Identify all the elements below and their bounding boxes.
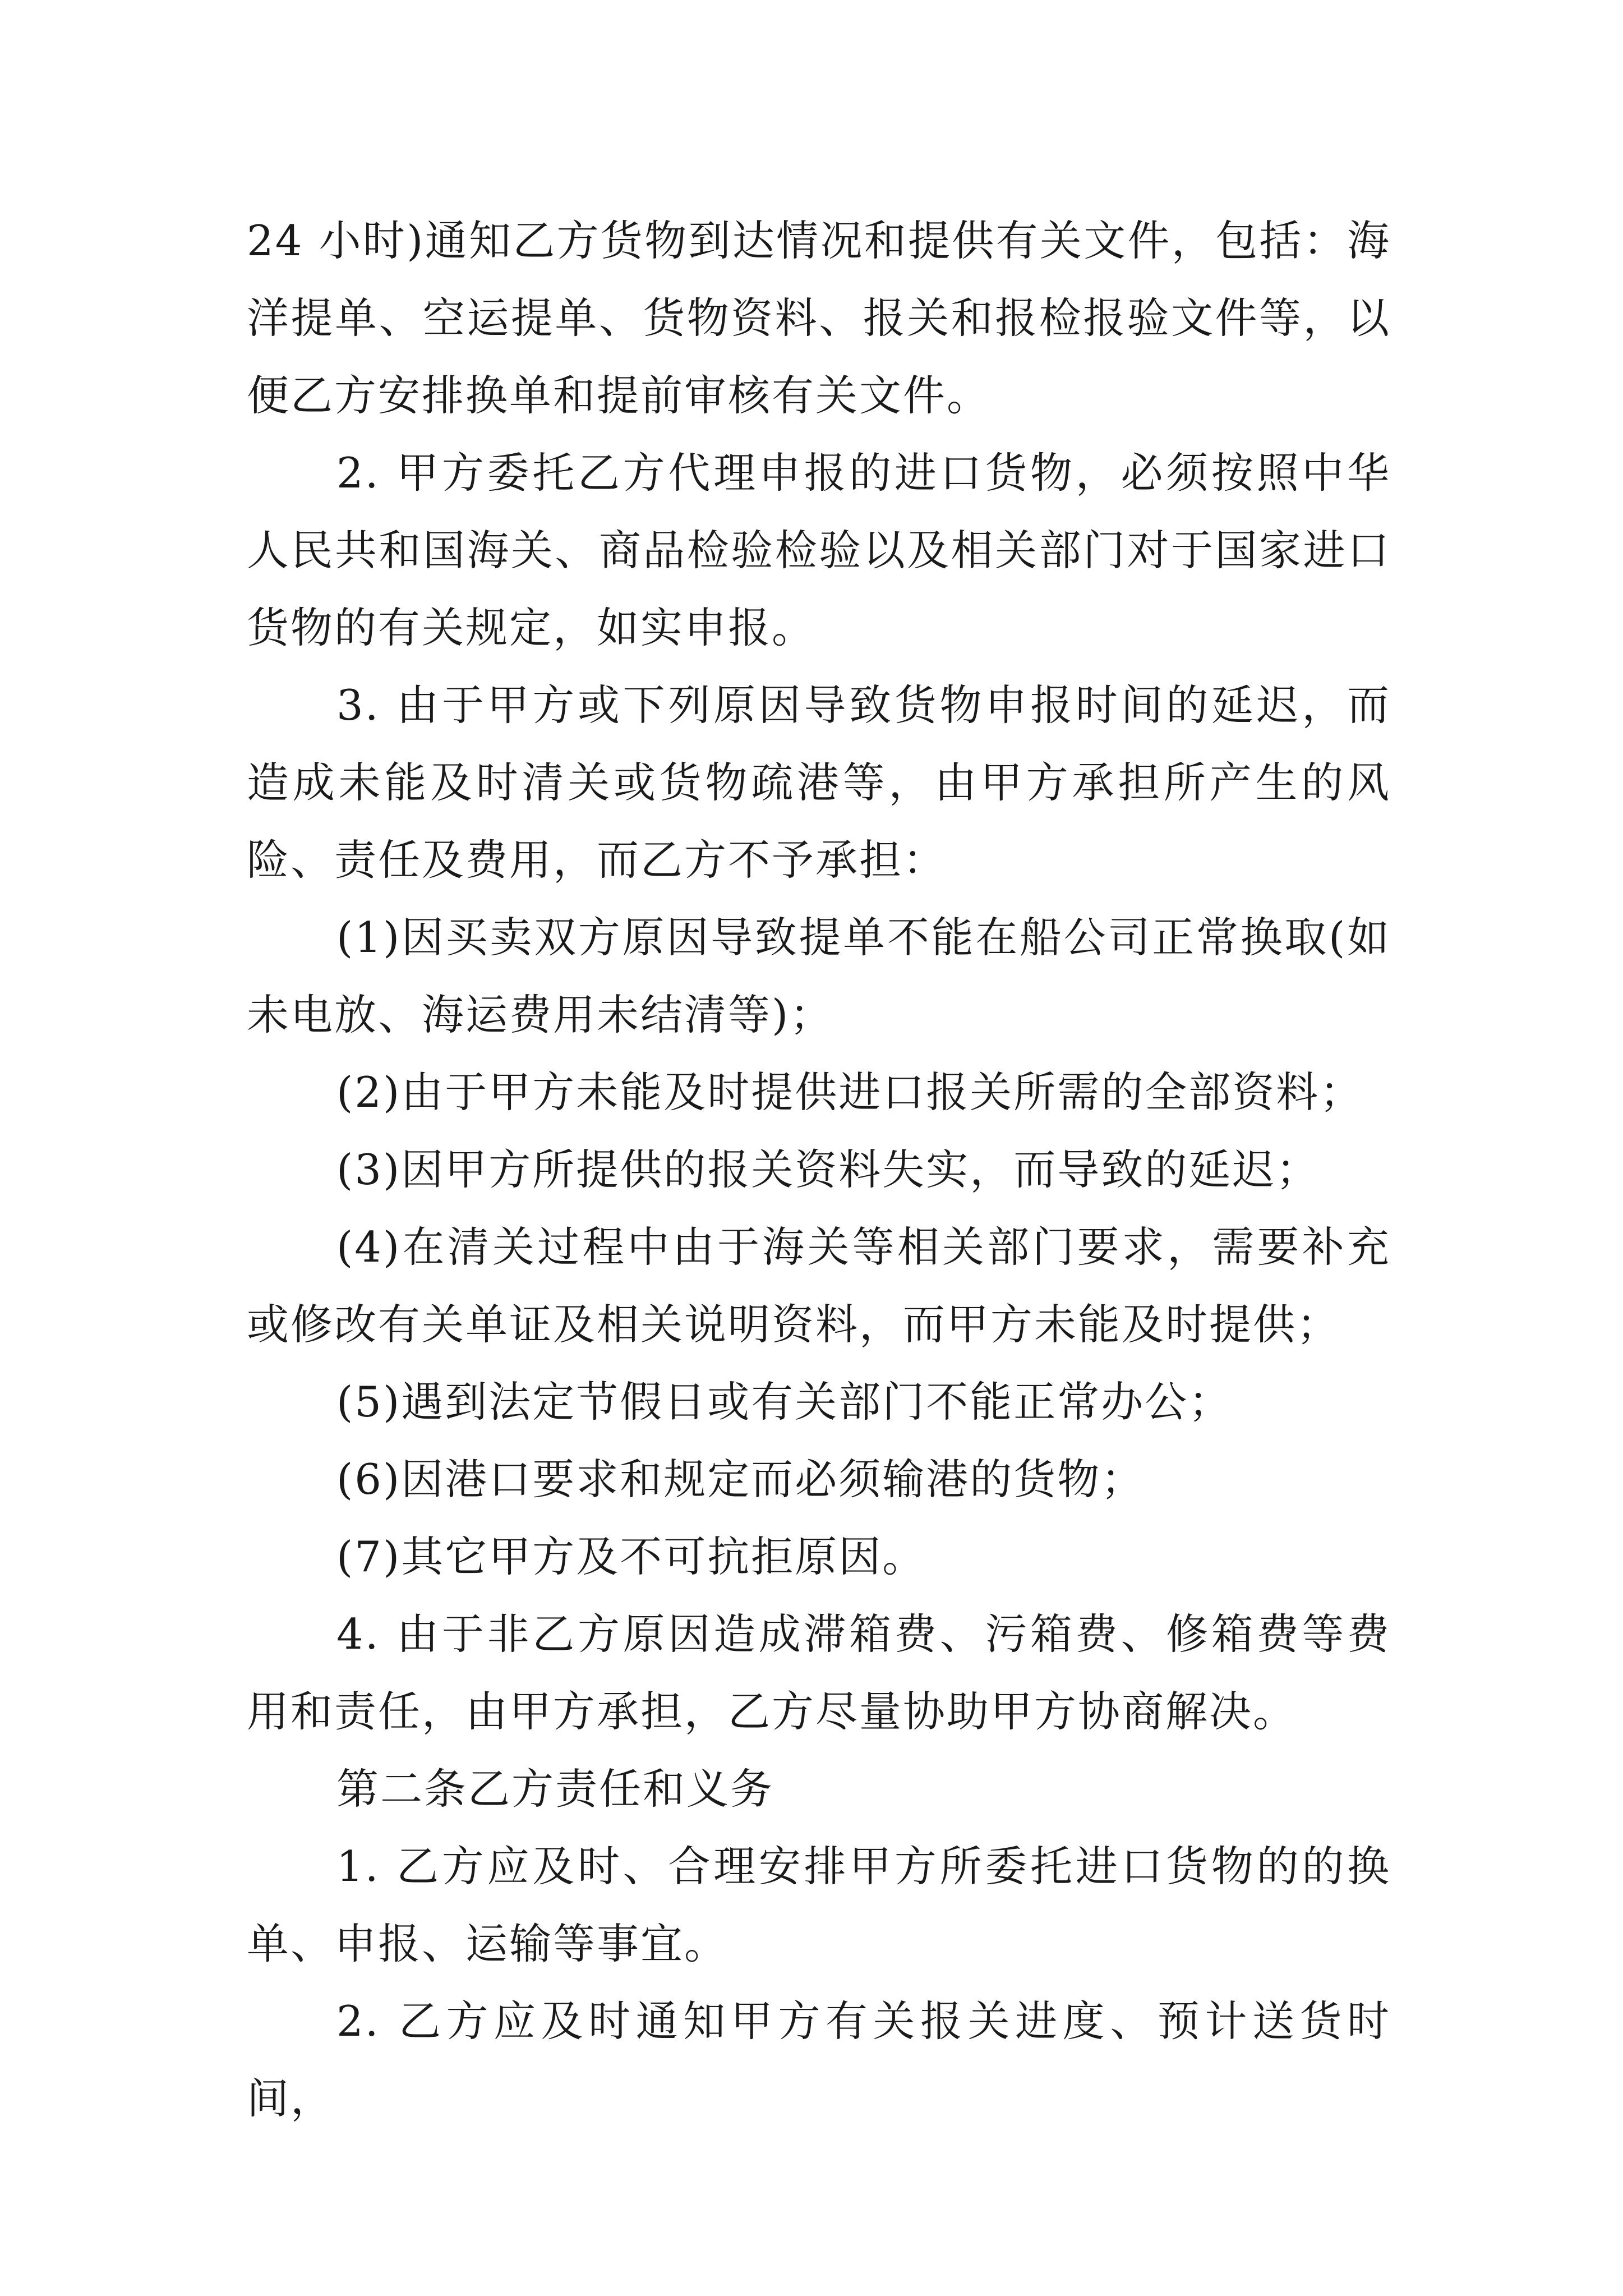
- section-heading: 第二条乙方责任和义务: [336, 1764, 774, 1814]
- paragraph-item-5: (5)遇到法定节假日或有关部门不能正常办公；: [336, 1377, 1233, 1427]
- paragraph-party-b-2: 2. 乙方应及时通知甲方有关报关进度、预计送货时间，: [247, 1996, 1391, 2123]
- paragraph-item-3: (3)因甲方所提供的报关资料失实，而导致的延迟；: [336, 1145, 1320, 1194]
- paragraph-continuation: 24 小时)通知乙方货物到达情况和提供有关文件，包括：海洋提单、空运提单、货物资料、报关和报检报验文件等，以便乙方安排换单和提前审核有关文件。: [247, 216, 1391, 420]
- paragraph-clause-2: 2. 甲方委托乙方代理申报的进口货物，必须按照中华人民共和国海关、商品检验检验以及相关部门对于国家进口货物的有关规定，如实申报。: [247, 448, 1391, 652]
- paragraph-item-2: (2)由于甲方未能及时提供进口报关所需的全部资料；: [336, 1068, 1364, 1117]
- document-body: [247, 202, 1391, 2137]
- paragraph-clause-3: 3. 由于甲方或下列原因导致货物申报时间的延迟，而造成未能及时清关或货物疏港等，由甲方承担所产生的风险、责任及费用，而乙方不予承担：: [247, 680, 1391, 885]
- paragraph-item-4: (4)在清关过程中由于海关等相关部门要求，需要补充或修改有关单证及相关说明资料，而甲方未能及时提供；: [247, 1222, 1391, 1349]
- paragraph-item-7: (7)其它甲方及不可抗拒原因。: [336, 1532, 926, 1581]
- paragraph-item-6: (6)因港口要求和规定而必须输港的货物；: [336, 1455, 1145, 1504]
- paragraph-item-1: (1)因买卖双方原因导致提单不能在船公司正常换取(如未电放、海运费用未结清等)；: [247, 913, 1391, 1039]
- paragraph-party-b-1: 1. 乙方应及时、合理安排甲方所委托进口货物的的换单、申报、运输等事宜。: [247, 1842, 1391, 1968]
- paragraph-clause-4: 4. 由于非乙方原因造成滞箱费、污箱费、修箱费等费用和责任，由甲方承担，乙方尽量协助甲方协商解决。: [247, 1609, 1391, 1736]
